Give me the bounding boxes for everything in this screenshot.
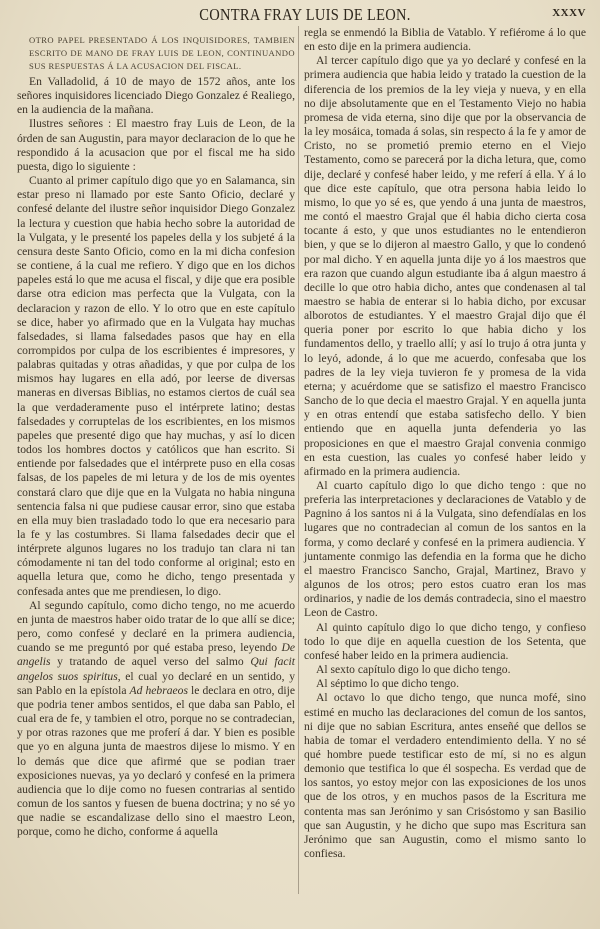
running-title: CONTRA FRAY LUIS DE LEON.: [199, 6, 411, 25]
paragraph-third-chapter: Al tercer capítulo digo que ya yo declaré y confesé en la primera audiencia que habia leido y tratado la cuestion de la diferencia de los premios de la ley vieja y nueva, y en ella no dije absolutamente que en el Testamento Viejo no habia promesa de vida eterna, sino dije que por la observancia de la ley mosáica, tomada á solas, sin respecto á la fe y amor de Cristo, no se prometió premio eterno en el Viejo Testamento, como se parecerá por la dicha letura, que, como dije, declaré y confesé haber leido, y me referí á ella. Y á lo que dice este capítulo, que otra persona habia leido lo mismo, lo que yo sé es, que yendo á una junta de maestros, me contó el maestro Grajal que él habia dicho cierta cosa tocante á esto, y que unos estudiantes no le entendieron bien, y que se lo dijeron al maestro Gallo, y que lo condenó por mal dicho. Y en aquella junta dije yo á los maestros que era razon que cuando algun estudiante iba á algun maestro á decille lo que otro habia dicho, antes que condenasen al tal maestro se habia de enterar si lo habia dicho, por excusar alborotos de estudiantes. Y el maestro Grajal dijo que él queria poner por escrito lo que habia dicho y los fundamentos dello, y traello allí; y así lo trujo á otra junta y lo leyó, adonde, á lo que me acuerdo, confesaba que los padres de la ley vieja tuvieron fe y promesa de la vida eterna; y acuérdome que se satisfizo el maestro Francisco Sancho de lo que decia el maestro Grajal. Y en aquella junta y en otras entendí que estaba satisfecho dello. Y bien entiendo que en aquella junta defenderia yo las proposiciones en que el maestro Grajal convenia conmigo en esta cuestion, las cuales yo confesé haber leido y afirmado en la primera audiencia.: [304, 54, 586, 478]
paragraph-second-chapter: [17, 599, 295, 840]
column-divider: [298, 26, 299, 894]
running-head: [0, 6, 600, 24]
paragraph-fourth-chapter: Al cuarto capítulo digo lo que dicho tengo : que no preferia las interpretaciones y declaraciones de Vatablo y de Pagnino á los santos ni á la Vulgata, sino defendíalas en los lugares que no contradecian al comun de los santos en la forma, y como declaré y confesé en la primera audiencia. Y juntamente conmigo las defendia en la forma que he dicho el maestro Francisco Sancho, Grajal, Martinez, Bravo y algunos de los otros; pero estos cuatro eran los mas ordinarios, y nadie de los demás contradecia, sino el maestro Leon de Castro.: [304, 479, 586, 620]
text-run: Al segundo capítulo, como dicho tengo, no me acuerdo en junta de maestros haber oido tratar de lo que allí se dice; pero, como confesé y declaré en la primera audiencia, cuando se me preguntó por qué estaba preso, leyendo: [17, 598, 295, 655]
paragraph-first-chapter: Cuanto al primer capítulo digo que yo en Salamanca, sin estar preso ni llamado por este Santo Oficio, declaré y confesé delante del ilustre señor inquisidor Diego Gonzalez la lectura y cuestion que habia hecho sobre la autoridad de la Vulgata, y le presenté los papeles della y los subjeté á la censura deste Santo Oficio, como en la mi dicha confesion se contiene, á la cual me refiero. Y digo que en los dichos papeles está lo que me acusa el fiscal, y dije que era posible darse otra edicion mas perfecta que la Vulgata, con la declaracion y razon de ello. Y lo otro que en este capítulo se dice, haber yo afirmado que en la Vulgata hay muchas falsedades, si llama falsedades pasos que hay en ella corrompidos por culpa de los escribientes é impresores, y palabras quitadas y otras añadidas, y que por culpa de los mismos hay lugares en ella adó, por leerse de diversas maneras en diversas Biblias, no estamos ciertos de cuál sea la que verdaderamente puso el intérprete latino; destas falsedades y corruptelas de los escribientes, en los mismos papeles que presenté digo que hay muchas, y así lo dicen todos los hombres doctos y católicos que han escrito. Si entiende por falsedades que el intérprete puso en ella cosas falsas, de los papeles de mi letura y de los de mis oyentes constará claro que dije que en la Vulgata no habia ninguna sentencia falsa ni que pudiese causar error, sino que estaba en ella muy bien trasladado todo lo que era necesario para la fe y las costumbres. Si llama falsedades decir que el intérprete algunos lugares no los tradujo tan clara ni tan cómodamente ni tan del todo conforme al original; esto en aquella letura que, como he dicho, tengo presentada y confesada antes que me prendiesen, lo digo.: [17, 174, 295, 598]
paragraph-fifth-chapter: Al quinto capítulo digo lo que dicho tengo, y confieso todo lo que dije en aquella cuestion de los Setenta, que confesé haber leido en la primera audiencia.: [304, 620, 586, 662]
section-heading: OTRO PAPEL PRESENTADO Á LOS INQUISIDORES, TAMBIEN ESCRITO DE MANO DE FRAY LUIS DE LEON, CONTINUANDO SUS RESPUESTAS Á LA ACUSACION DEL FISCAL.: [29, 35, 295, 71]
latin-verse: Qui facit angelos suos spiritus: [17, 655, 295, 683]
paragraph-seventh-chapter: Al séptimo lo que dicho tengo.: [316, 677, 459, 691]
left-column: [17, 26, 295, 839]
page-number: XXXV: [552, 7, 586, 19]
paragraph-salutation: Ilustres señores : El maestro fray Luis de Leon, de la órden de san Augustin, para mayor declaracion de lo que he respondido á la acusacion que por el fiscal me ha sido puesta, digo lo siguiente :: [17, 117, 295, 173]
paragraph-eighth-chapter: Al octavo lo que dicho tengo, que nunca mofé, sino estimé en mucho las declaraciones del comun de los santos, ni dije que no sabian Escritura, antes enseñé que dellos se habia de tomar el verdadero entendimiento della. Y no sé qué hombre puede testificar esto de mí, si no es algun demonio que testifica lo que él sospecha. Es verdad que de los santos, yo estoy mejor con las exposiciones de los unos que de los otros, y en muchos pasos de la Escritura me contenta mas san Jerónimo y san Crisóstomo y san Basilio que san Augustin, y he dicho que supo mas Escritura san Jerónimo que san Augustin, como el mismo santo lo confiesa.: [304, 691, 586, 861]
latin-epistle: Ad hebraeos: [129, 683, 188, 697]
paragraph-sixth-chapter: Al sexto capítulo digo lo que dicho tengo.: [316, 663, 511, 677]
latin-title: De angelis: [17, 641, 295, 669]
paragraph-continuation: regla se enmendó la Biblia de Vatablo. Y refiérome á lo que en esto dije en la primera audiencia.: [304, 26, 586, 54]
right-column: [304, 26, 586, 861]
text-run: y tratando de aquel verso del salmo: [50, 655, 251, 669]
text-run: le declara en otro, dije que podria tener ambos sentidos, el que daba san Pablo, el cual era de fe, y tambien el otro, porque no se contradecian, y por otras razones que me proferí á dar. Y bien es posible que yo en alguna junta de maestros dijese lo mismo. Y en lo demás que dice que afirmé que se podian traer exposiciones nuevas, ya yo declaró y confesé en la primera audiencia que lo dije como no fuesen contrarias al sentido comun de los santos y fuesen de buena doctrina; y no sé yo que nadie se escandalizase dello sino el maestro Leon, porque, como he dicho, conforme á aquella: [17, 683, 296, 839]
text-run: , el cual yo declaré en un sentido, y san Pablo en la epístola: [17, 669, 295, 697]
paragraph-date: En Valladolid, á 10 de mayo de 1572 años, ante los señores inquisidores licenciado Diego Gonzalez é Realiego, en la audiencia de la mañana.: [17, 75, 295, 117]
